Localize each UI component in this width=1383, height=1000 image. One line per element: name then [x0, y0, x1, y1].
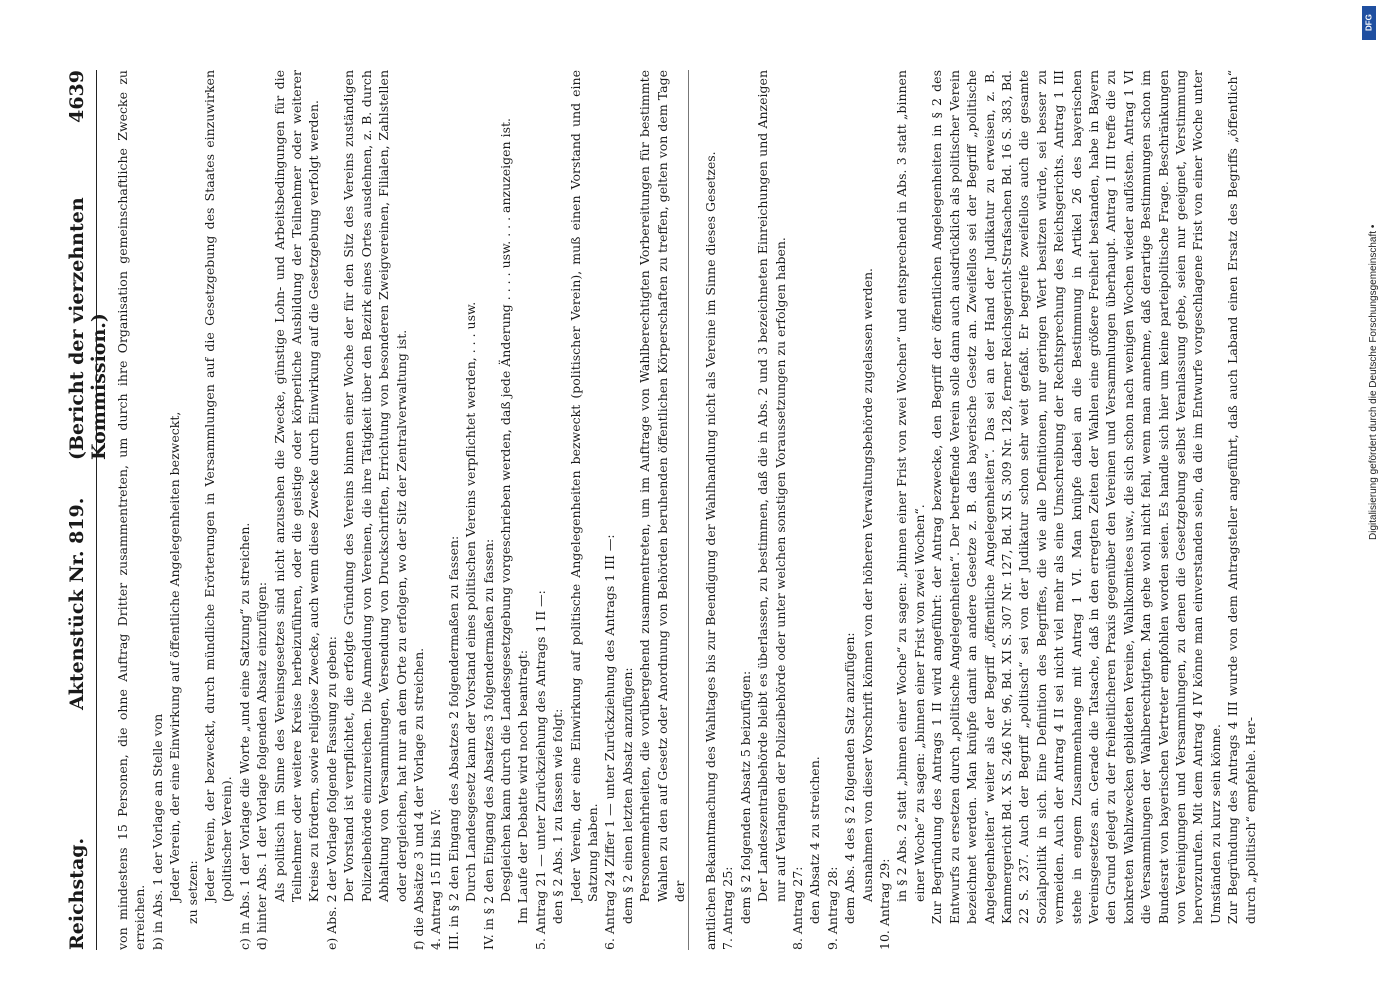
text-column-left [114, 70, 687, 950]
paragraph: dem § 2 einen letzten Absatz anzufügen: [619, 667, 635, 924]
paragraph: III. in § 2 den Eingang des Absatzes 2 folgendermaßen zu fassen: [445, 535, 461, 950]
dfg-logo: DFG [1362, 6, 1376, 40]
paragraph: 7. Antrag 25: [720, 866, 736, 950]
header-left: Reichstag. [66, 837, 88, 950]
paragraph: dem Abs. 4 des § 2 folgenden Satz anzufügen: [842, 632, 858, 924]
paragraph: Jeder Verein, der bezweckt, durch mündliche Erörterungen in Versammlungen auf die Gesetzgebung des Staates einzuwirken (politischer Verein). [202, 70, 235, 902]
column-divider [688, 70, 689, 950]
header-report-title: (Bericht der vierzehnten Kommission.) [66, 197, 110, 460]
paragraph: zu setzen: [184, 860, 200, 924]
paragraph: in § 2 Abs. 2 statt „binnen einer Woche“ zu sagen: „binnen einer Frist von zwei Wochen“ und entsprechend in Abs. 3 statt „binnen einer Woche“ zu sagen: „binnen einer Frist von zwei Wochen“. [894, 70, 927, 902]
paragraph: Jeder Verein, der eine Einwirkung auf öffentliche Angelegenheiten bezweckt, [167, 411, 183, 902]
paragraph: dem § 2 folgenden Absatz 5 beizufügen: [737, 670, 753, 924]
rotated-page [62, 70, 1332, 950]
paragraph: 5. Antrag 21 — unter Zurückziehung des Antrags 1 II —: [532, 590, 548, 950]
paragraph: Zur Begründung des Antrags 4 III wurde von dem Antragsteller angeführt, daß auch Laband einen Ersatz des Begriffs „öffentlich“ durch „politisch“ empfehle. Her- [1225, 70, 1258, 924]
paragraph: IV. in § 2 den Eingang des Absatzes 3 folgendermaßen zu fassen: [480, 538, 496, 950]
header-document-number: Aktenstück Nr. 819. [66, 497, 88, 710]
paragraph: Der Landeszentralbehörde bleibt es überlassen, zu bestimmen, daß die in Abs. 2 und 3 bezeichneten Einreichungen und Anzeigen nur auf Verlangen der Polizeibehörde oder unter welchen sonstigen Voraussetzungen zu erfolgen haben. [755, 70, 788, 902]
paragraph: Als politisch im Sinne des Vereinsgesetzes sind nicht anzusehen die Zwecke, günstige Lohn- und Arbeitsbedingungen für die Teilnehmer oder weitere Kreise herbeizuführen, oder die geistige oder körperliche Ausbildung der Teilnehmer oder weiterer Kreise zu fördern, sowie religiöse Zwecke, auch wenn diese Zwecke durch Einwirkung auf die Gesetzgebung verfolgt werden. [271, 70, 322, 902]
paragraph: von mindestens 15 Personen, die ohne Auftrag Dritter zusammentreten, um durch ihre Organisation gemeinschaftliche Zwecke zu erreichen. [115, 70, 148, 950]
paragraph: e) Abs. 2 der Vorlage folgende Fassung zu geben: [323, 636, 339, 950]
paragraph: c) in Abs. 1 der Vorlage die Worte „und eine Satzung“ zu streichen. [236, 522, 252, 950]
paragraph: 6. Antrag 24 Ziffer 1 — unter Zurückziehung des Antrags 1 III —: [602, 534, 618, 950]
paragraph: 4. Antrag 15 III bis IV: [428, 808, 444, 950]
page-number: 4639 [66, 70, 88, 123]
paragraph: 9. Antrag 28: [824, 866, 840, 950]
text-column-right [702, 70, 1322, 950]
paragraph: Durch Landesgesetz kann der Vorstand eines politischen Vereins verpflichtet werden, . . . usw. [463, 301, 479, 902]
paragraph: Ausnahmen von dieser Vorschrift können von der höheren Verwaltungsbehörde zugelassen werden. [859, 267, 875, 902]
paragraph: Im Laufe der Debatte wird noch beantragt: [515, 649, 531, 924]
paragraph: b) in Abs. 1 der Vorlage an Stelle von [149, 713, 165, 950]
paragraph: Jeder Verein, der eine Einwirkung auf politische Angelegenheiten bezweckt (politischer Verein), muß einen Vorstand und eine Satzung haben. [567, 70, 600, 902]
paragraph: 10. Antrag 29: [877, 858, 893, 950]
page-header [62, 70, 110, 950]
paragraph: Der Vorstand ist verpflichtet, die erfolgte Gründung des Vereins binnen einer Woche der für den Sitz des Vereins zuständigen Polizeibehörde einzureichen. Die Anmeldung von Vereinen, die ihre Tätigkeit über den Bezirk eines Ortes ausdehnen, z. B. durch Abhaltung von Versammlungen, Versendung von Druckschriften, Errichtung von besonderen Zweigvereinen, Filialen, Zahlstellen oder dergleichen, hat nur an dem Orte zu erfolgen, wo der Sitz der Zentralverwaltung ist. [341, 70, 409, 902]
paragraph: Zur Begründung des Antrags 1 II wird angeführt: der Antrag bezwecke, den Begriff der öffentlichen Angelegenheiten in § 2 des Entwurfs zu ersetzen durch „politische Angelegenheiten“. Der betreffende Verein solle dann auch ausdrücklich als politischer Verein bezeichnet werden. Man knüpfe damit an andere Gesetze z. B. das bayerische Gesetz an. Zweifellos sei der Begriff „politische Angelegenheiten“ weiter als der Begriff „öffentliche Angelegenheiten“. Das sei an der Hand der Judikatur zu erweisen, z. B. Kammergericht Bd. X S. 246 Nr. 96, Bd. XI S. 307 Nr. 127, Bd. XI S. 309 Nr. 128, ferner Reichsgericht-Strafsachen Bd. 16 S. 383, Bd. 22 S. 237. Auch der Begriff „politisch“ sei von der Judikatur schon sehr weit gefaßt. Er begreife zweifellos auch die gesamte Sozialpolitik in sich. Eine Definition des Begriffes, die wie alle Definitionen, nur geringen Wert besitzen würde, sei besser zu vermeiden. Auch der Antrag 4 II sei nicht viel mehr als eine Umschreibung der Rechtsprechung des Reichsgerichts. Antrag 1 III stehe in engem Zusammenhange mit Antrag 1 VI. Man knüpfe dabei an die Bestimmung in Artikel 26 des bayerischen Vereinsgesetzes an. Gerade die Tatsache, daß in den erregten Zeiten der Wahlen eine größere Freiheit bestanden, habe in Bayern den Grund gelegt zu der freiheitlicheren Praxis gegenüber den Vereinen und Versammlungen überhaupt. Antrag 1 III treffe die zu konkreten Wahlzwecken gebildeten Vereine, Wahlkomitees usw., die sich schon nach wenigen Wochen wieder auflösten. Antrag 1 VI die Versammlungen der Wahlberechtigten. Man gehe wohl nicht fehl, wenn man annehme, daß derartige Bestimmungen schon im Bundesrat von bayerischen Vertreter empfohlen worden seien. Es handle sich hier um keine parteipolitische Frage. Beschränkungen von Vereinigungen und Versammlungen, zu denen die Gesetzgebung selbst Veranlassung gebe, seien nur geeignet, Verstimmung hervorzurufen. Mit dem Antrag 4 IV könne man einverstanden sein, da die im Entwurfe vorgeschlagene Frist von einer Woche unter Umständen zu kurz sein könne. [929, 70, 1223, 924]
paragraph: Desgleichen kann durch die Landesgesetzgebung vorgeschrieben werden, daß jede Änderung . . . . usw. . . . anzuzeigen ist. [497, 118, 513, 902]
paragraph: amtlichen Bekanntmachung des Wahltages bis zur Beendigung der Wahlhandlung nicht als Vereine im Sinne dieses Gesetzes. [703, 151, 718, 950]
paragraph: f) die Absätze 3 und 4 der Vorlage zu streichen. [410, 647, 426, 950]
paragraph: d) hinter Abs. 1 der Vorlage folgenden Absatz einzufügen: [254, 581, 270, 950]
paragraph: 8. Antrag 27: [790, 866, 806, 950]
digitization-credit: Digitalisierung gefördert durch die Deutsche Forschungsgemeinschaft • [1368, 224, 1379, 540]
paragraph: den § 2 Abs. 1 zu fassen wie folgt: [550, 708, 566, 924]
paragraph: Personenmehrheiten, die vorübergehend zusammentreten, um im Auftrage von Wahlberechtigten Vorbereitungen für bestimmte Wahlen zu den auf Gesetz oder Anordnung von Behörden beruhenden öffentlichen Körperschaften zu treffen, gelten von dem Tage der [637, 70, 687, 902]
paragraph: den Absatz 4 zu streichen. [807, 756, 823, 924]
